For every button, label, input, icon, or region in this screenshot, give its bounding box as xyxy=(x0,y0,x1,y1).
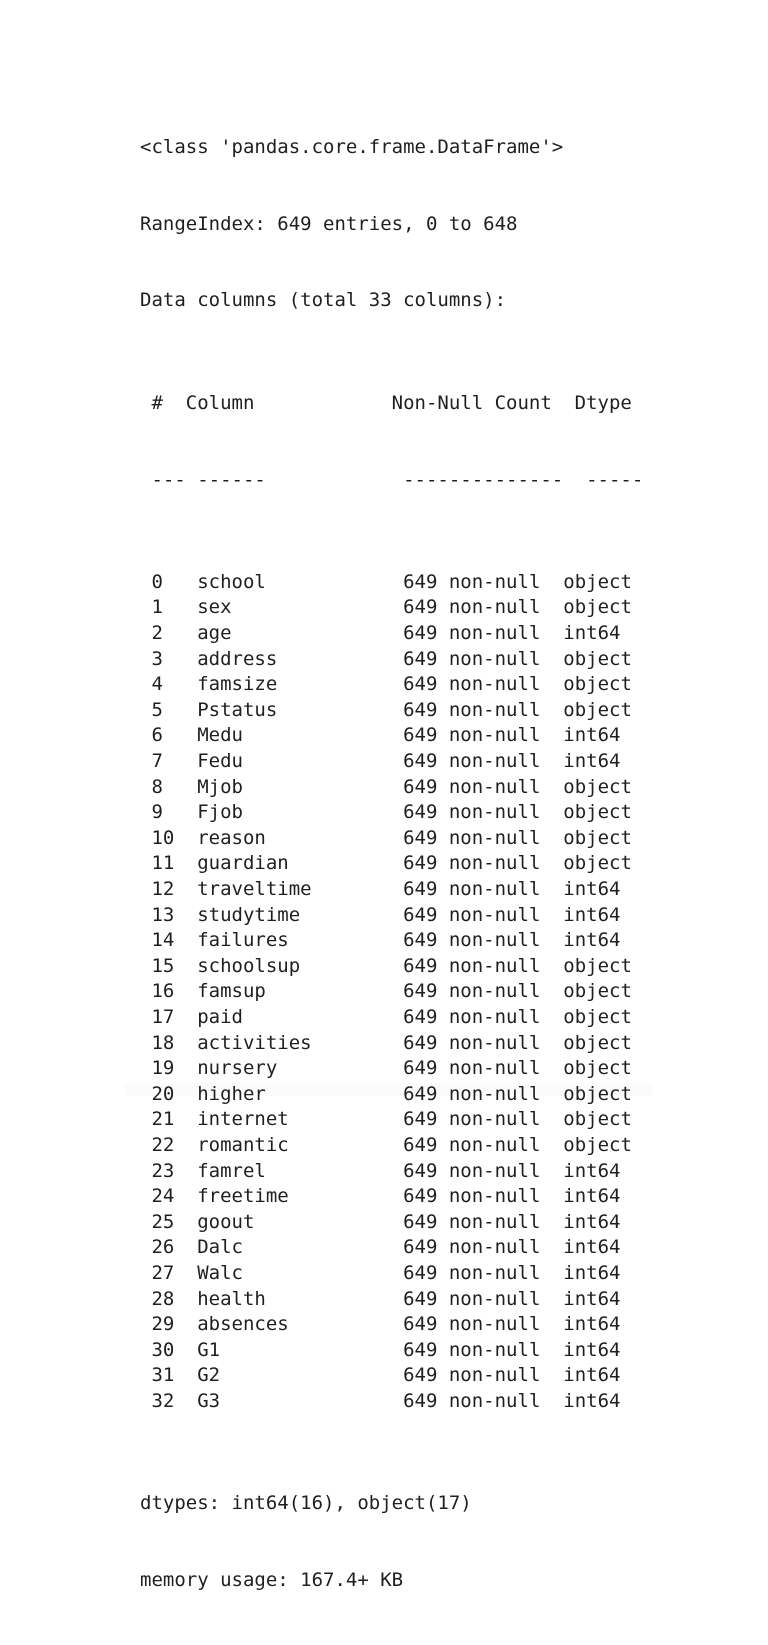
table-row xyxy=(140,1159,643,1185)
row-non-null-count: 649 non-null xyxy=(391,852,564,875)
row-index: 0 xyxy=(140,570,186,593)
row-dtype: object xyxy=(563,647,632,670)
row-column-name: famsize xyxy=(185,673,392,696)
row-non-null-count: 649 non-null xyxy=(391,1159,564,1182)
table-body xyxy=(140,570,643,1415)
row-column-name: failures xyxy=(185,929,392,952)
row-non-null-count: 649 non-null xyxy=(391,673,564,696)
table-row xyxy=(140,877,643,903)
table-row xyxy=(140,979,643,1005)
row-column-name: romantic xyxy=(185,1133,392,1156)
row-index: 2 xyxy=(140,622,186,645)
table-row xyxy=(140,595,643,621)
row-non-null-count: 649 non-null xyxy=(391,1210,564,1233)
row-column-name: paid xyxy=(185,1005,392,1028)
row-non-null-count: 649 non-null xyxy=(391,1287,564,1310)
row-index: 26 xyxy=(140,1236,186,1259)
row-column-name: nursery xyxy=(185,1057,392,1080)
table-row xyxy=(140,1082,643,1108)
header-index-label: # Column Non-Null Count Dtype xyxy=(140,391,632,414)
row-column-name: school xyxy=(185,570,392,593)
row-index: 30 xyxy=(140,1338,186,1361)
row-dtype: object xyxy=(563,954,632,977)
row-dtype: int64 xyxy=(563,1338,621,1361)
row-index: 6 xyxy=(140,724,186,747)
row-non-null-count: 649 non-null xyxy=(391,724,564,747)
row-non-null-count: 649 non-null xyxy=(391,1005,564,1028)
row-column-name: Fjob xyxy=(185,801,392,824)
row-index: 21 xyxy=(140,1108,186,1131)
table-row xyxy=(140,1107,643,1133)
table-row xyxy=(140,1031,643,1057)
row-dtype: object xyxy=(563,980,632,1003)
row-non-null-count: 649 non-null xyxy=(391,775,564,798)
row-index: 7 xyxy=(140,750,186,773)
table-row xyxy=(140,1363,643,1389)
row-index: 3 xyxy=(140,647,186,670)
row-non-null-count: 649 non-null xyxy=(391,1389,564,1412)
row-non-null-count: 649 non-null xyxy=(391,1133,564,1156)
table-row xyxy=(140,903,643,929)
row-index: 20 xyxy=(140,1082,186,1105)
row-dtype: object xyxy=(563,1031,632,1054)
row-index: 28 xyxy=(140,1287,186,1310)
row-column-name: traveltime xyxy=(185,878,392,900)
table-separator-row xyxy=(140,468,643,494)
row-index: 18 xyxy=(140,1031,186,1054)
row-index: 15 xyxy=(140,954,186,977)
row-non-null-count: 649 non-null xyxy=(391,954,564,977)
table-row xyxy=(140,1312,643,1338)
row-dtype: object xyxy=(563,852,632,875)
row-non-null-count: 649 non-null xyxy=(391,826,564,849)
table-row xyxy=(140,1184,643,1210)
dataframe-info-output xyxy=(140,58,643,1645)
row-index: 1 xyxy=(140,596,186,619)
table-row xyxy=(140,1210,643,1236)
row-column-name: famsup xyxy=(185,980,392,1003)
row-dtype: object xyxy=(563,1133,632,1156)
table-row xyxy=(140,698,643,724)
row-column-name: Medu xyxy=(185,724,392,747)
row-dtype: object xyxy=(563,826,632,849)
row-index: 13 xyxy=(140,903,186,926)
row-index: 8 xyxy=(140,775,186,798)
row-non-null-count: 649 non-null xyxy=(391,929,564,952)
row-column-name: guardian xyxy=(185,852,392,875)
row-dtype: int64 xyxy=(563,903,621,926)
row-dtype: object xyxy=(563,570,632,593)
row-non-null-count: 649 non-null xyxy=(391,647,564,670)
row-column-name: activities xyxy=(185,1031,392,1054)
row-column-name: goout xyxy=(185,1210,392,1233)
table-row xyxy=(140,1133,643,1159)
row-column-name: Fedu xyxy=(185,750,392,773)
row-column-name: G2 xyxy=(185,1364,392,1387)
table-row xyxy=(140,800,643,826)
row-column-name: reason xyxy=(185,826,392,849)
row-column-name: Pstatus xyxy=(185,698,392,721)
row-dtype: int64 xyxy=(563,1287,621,1310)
data-columns-line: Data columns (total 33 columns): xyxy=(140,289,507,312)
table-row xyxy=(140,1235,643,1261)
table-row xyxy=(140,1056,643,1082)
row-column-name: address xyxy=(185,647,392,670)
row-column-name: health xyxy=(185,1287,392,1310)
row-column-name: higher xyxy=(185,1082,392,1105)
row-non-null-count: 649 non-null xyxy=(391,1185,564,1208)
row-non-null-count: 649 non-null xyxy=(391,1364,564,1387)
table-row xyxy=(140,723,643,749)
row-non-null-count: 649 non-null xyxy=(391,750,564,773)
row-dtype: int64 xyxy=(563,1389,621,1412)
row-index: 22 xyxy=(140,1133,186,1156)
row-non-null-count: 649 non-null xyxy=(391,1338,564,1361)
table-row xyxy=(140,826,643,852)
row-non-null-count: 649 non-null xyxy=(391,801,564,824)
row-non-null-count: 649 non-null xyxy=(391,1236,564,1259)
class-line: <class 'pandas.core.frame.DataFrame'> xyxy=(140,135,564,158)
row-index: 25 xyxy=(140,1210,186,1233)
table-row xyxy=(140,954,643,980)
row-dtype: int64 xyxy=(563,1261,621,1284)
row-index: 16 xyxy=(140,980,186,1003)
row-column-name: internet xyxy=(185,1108,392,1131)
row-index: 10 xyxy=(140,826,186,849)
row-column-name: Mjob xyxy=(185,775,392,798)
row-column-name: schoolsup xyxy=(185,954,392,977)
table-row xyxy=(140,570,643,596)
dtypes-summary-line: dtypes: int64(16), object(17) xyxy=(140,1492,472,1515)
row-dtype: object xyxy=(563,698,632,721)
row-column-name: G1 xyxy=(185,1338,392,1361)
table-row xyxy=(140,647,643,673)
table-row xyxy=(140,928,643,954)
separator-rules: --- ------ -------------- ----- xyxy=(140,468,644,491)
row-index: 29 xyxy=(140,1313,186,1336)
row-index: 11 xyxy=(140,852,186,875)
row-dtype: object xyxy=(563,596,632,619)
table-row xyxy=(140,672,643,698)
row-dtype: int64 xyxy=(563,878,621,900)
row-index: 31 xyxy=(140,1364,186,1387)
row-dtype: object xyxy=(563,673,632,696)
row-dtype: int64 xyxy=(563,929,621,952)
row-non-null-count: 649 non-null xyxy=(391,596,564,619)
table-row xyxy=(140,851,643,877)
table-row xyxy=(140,1005,643,1031)
row-dtype: int64 xyxy=(563,1185,621,1208)
row-dtype: int64 xyxy=(563,1364,621,1387)
row-index: 27 xyxy=(140,1261,186,1284)
row-non-null-count: 649 non-null xyxy=(391,698,564,721)
table-row xyxy=(140,621,643,647)
row-non-null-count: 649 non-null xyxy=(391,1082,564,1105)
table-row xyxy=(140,1287,643,1313)
row-index: 19 xyxy=(140,1057,186,1080)
row-dtype: int64 xyxy=(563,622,621,645)
table-row xyxy=(140,1261,643,1287)
row-index: 14 xyxy=(140,929,186,952)
row-non-null-count: 649 non-null xyxy=(391,980,564,1003)
row-index: 32 xyxy=(140,1389,186,1412)
row-dtype: object xyxy=(563,801,632,824)
row-column-name: studytime xyxy=(185,903,392,926)
row-non-null-count: 649 non-null xyxy=(391,622,564,645)
row-index: 5 xyxy=(140,698,186,721)
row-index: 9 xyxy=(140,801,186,824)
row-non-null-count: 649 non-null xyxy=(391,1057,564,1080)
row-non-null-count: 649 non-null xyxy=(391,878,564,900)
row-dtype: int64 xyxy=(563,1236,621,1259)
row-dtype: int64 xyxy=(563,1210,621,1233)
row-dtype: object xyxy=(563,1057,632,1080)
row-dtype: object xyxy=(563,1082,632,1105)
row-dtype: int64 xyxy=(563,1159,621,1182)
table-row xyxy=(140,1389,643,1415)
table-row xyxy=(140,775,643,801)
row-dtype: object xyxy=(563,775,632,798)
table-header-row xyxy=(140,391,643,417)
row-non-null-count: 649 non-null xyxy=(391,903,564,926)
memory-usage-line: memory usage: 167.4+ KB xyxy=(140,1569,404,1592)
row-column-name: absences xyxy=(185,1313,392,1336)
row-column-name: Walc xyxy=(185,1261,392,1284)
row-column-name: freetime xyxy=(185,1185,392,1208)
row-column-name: G3 xyxy=(185,1389,392,1412)
row-dtype: int64 xyxy=(563,750,621,773)
row-dtype: object xyxy=(563,1108,632,1131)
row-dtype: int64 xyxy=(563,1313,621,1336)
table-row xyxy=(140,749,643,775)
row-column-name: age xyxy=(185,622,392,645)
row-index: 4 xyxy=(140,673,186,696)
row-non-null-count: 649 non-null xyxy=(391,1261,564,1284)
range-index-line: RangeIndex: 649 entries, 0 to 648 xyxy=(140,212,518,235)
row-index: 23 xyxy=(140,1159,186,1182)
row-index: 12 xyxy=(140,878,186,900)
row-column-name: famrel xyxy=(185,1159,392,1182)
row-index: 17 xyxy=(140,1005,186,1028)
row-column-name: sex xyxy=(185,596,392,619)
row-non-null-count: 649 non-null xyxy=(391,570,564,593)
row-dtype: int64 xyxy=(563,724,621,747)
row-non-null-count: 649 non-null xyxy=(391,1031,564,1054)
row-non-null-count: 649 non-null xyxy=(391,1313,564,1336)
table-row xyxy=(140,1338,643,1364)
row-non-null-count: 649 non-null xyxy=(391,1108,564,1131)
row-column-name: Dalc xyxy=(185,1236,392,1259)
row-dtype: object xyxy=(563,1005,632,1028)
row-index: 24 xyxy=(140,1185,186,1208)
